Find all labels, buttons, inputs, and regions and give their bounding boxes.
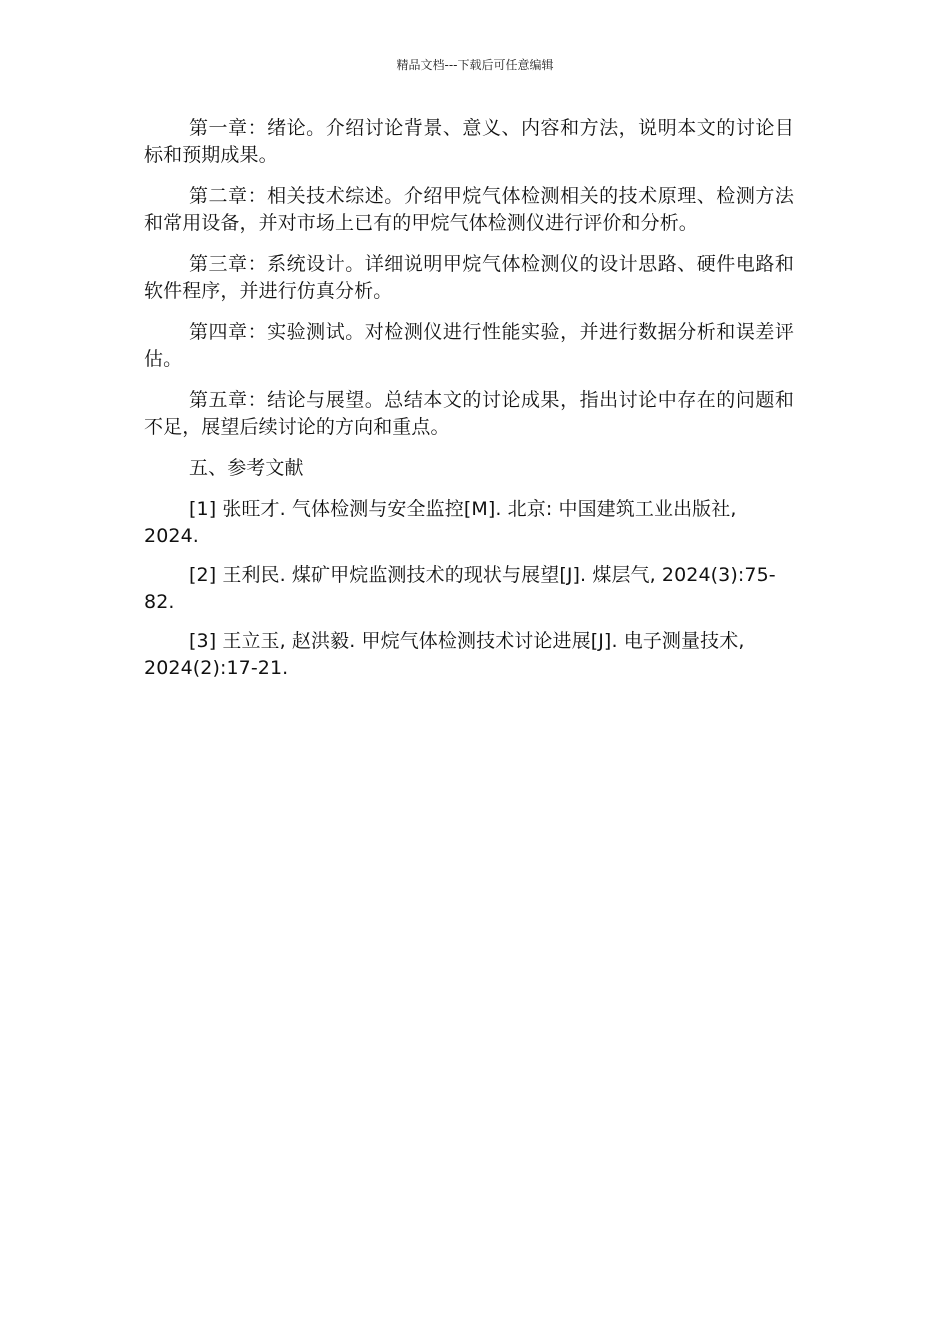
chapter-3-paragraph: 第三章：系统设计。详细说明甲烷气体检测仪的设计思路、硬件电路和软件程序，并进行仿真分析。 xyxy=(144,253,794,302)
chapter-4-paragraph: 第四章：实验测试。对检测仪进行性能实验，并进行数据分析和误差评估。 xyxy=(144,321,794,370)
references-heading: 五、参考文献 xyxy=(189,457,304,479)
chapter-5-paragraph: 第五章：结论与展望。总结本文的讨论成果，指出讨论中存在的问题和不足，展望后续讨论的方向和重点。 xyxy=(144,389,794,438)
chapter-1-paragraph: 第一章：绪论。介绍讨论背景、意义、内容和方法，说明本文的讨论目标和预期成果。 xyxy=(144,117,794,166)
reference-item-2: [2] 王利民. 煤矿甲烷监测技术的现状与展望[J]. 煤层气, 2024(3):75-82. xyxy=(144,564,776,613)
reference-item-3: [3] 王立玉, 赵洪毅. 甲烷气体检测技术讨论进展[J]. 电子测量技术, 2024(2):17-21. xyxy=(144,630,745,679)
page-header: 精品文档---下载后可任意编辑 xyxy=(396,58,554,72)
reference-item-1: [1] 张旺才. 气体检测与安全监控[M]. 北京: 中国建筑工业出版社, 2024. xyxy=(144,498,737,547)
document-body xyxy=(144,115,794,694)
chapter-2-paragraph: 第二章：相关技术综述。介绍甲烷气体检测相关的技术原理、检测方法和常用设备，并对市场上已有的甲烷气体检测仪进行评价和分析。 xyxy=(144,185,794,234)
